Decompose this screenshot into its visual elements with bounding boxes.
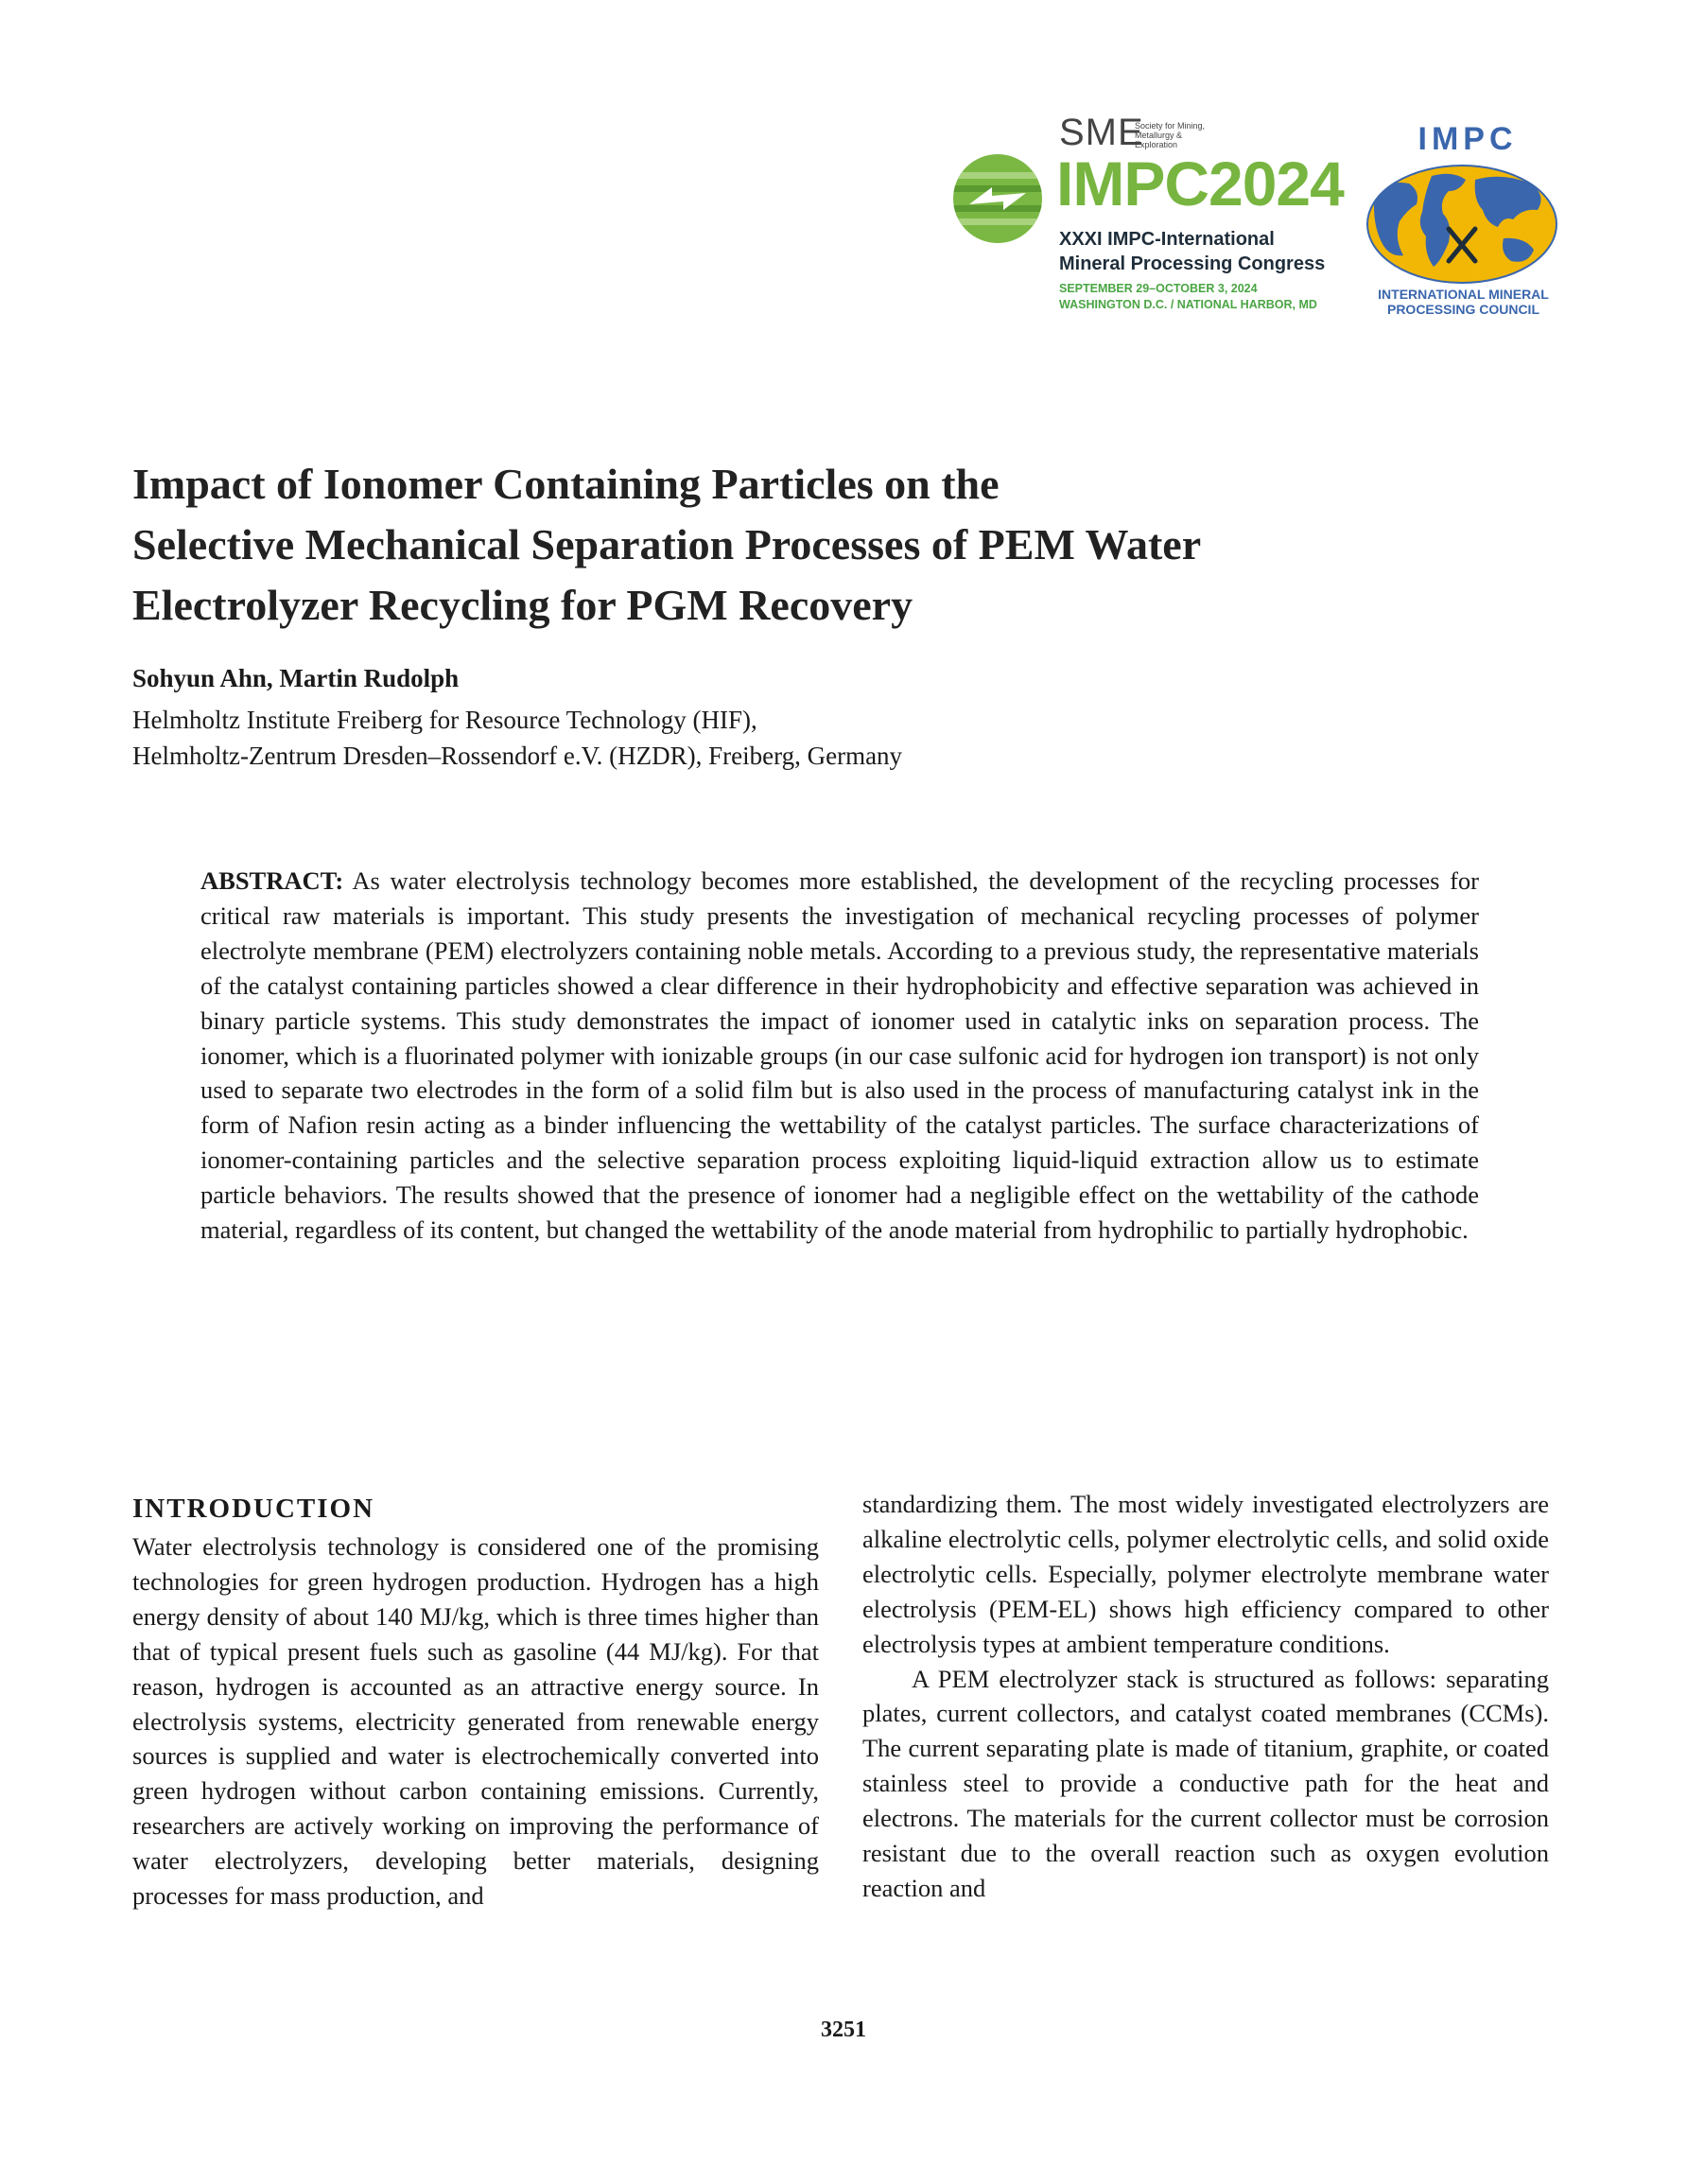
sme-logo-subtitle: Society for Mining, Metallurgy & Exploration	[1135, 121, 1206, 149]
abstract-label: ABSTRACT:	[200, 866, 344, 895]
intro-paragraph-1-part-2: standardizing them. The most widely investigated electrolyzers are alkaline electrolytic cells, polymer electrolytic cells, and solid oxide electrolytic cells. Especially, polymer electrolyte membrane water electrolysis (PEM-EL) shows high efficiency compared to other electrolysis types at ambient temperature conditions.	[862, 1490, 1549, 1658]
abstract-text: As water electrolysis technology becomes more established, the development of the recycling processes for critical raw materials is important. This study presents the investigation of mechanical recycling processes of polymer electrolyte membrane (PEM) electrolyzers containing noble metals. According to a previous study, the representative materials of the catalyst containing particles showed a clear difference in their hydrophobicity and effective separation was achieved in binary particle systems. This study demonstrates the impact of ionomer used in catalytic inks on separation process. The ionomer, which is a fluorinated polymer with ionizable groups (in our case sulfonic acid for hydrogen ion transport) is not only used to separate two electrodes in the form of a solid film but is also used in the process of manufacturing catalyst ink in the form of Nafion resin acting as a binder influencing the wettability of the catalyst particles. The surface characterizations of ionomer-containing particles and the selective separation process exploiting liquid-liquid extraction allow us to estimate particle behaviors. The results showed that the presence of ionomer had a negligible effect on the wettability of the cathode material, regardless of its content, but changed the wettability of the anode material from hydrophilic to partially hydrophobic.	[200, 866, 1479, 1245]
section-heading-introduction: INTRODUCTION	[132, 1494, 375, 1524]
congress-location: WASHINGTON D.C. / NATIONAL HARBOR, MD	[1059, 298, 1317, 311]
intro-paragraph-2: A PEM electrolyzer stack is structured as follows: separating plates, current collectors, and catalyst coated membranes (CCMs). The current separating plate is made of titanium, graphite, or coated stainless steel to provide a conductive path for the heat and electrons. The materials for the current collector must be corrosion resistant due to the overall reaction such as oxygen evolution reaction and	[862, 1664, 1549, 1902]
congress-dates: SEPTEMBER 29–OCTOBER 3, 2024	[1059, 282, 1258, 295]
paper-authors: Sohyun Ahn, Martin Rudolph	[132, 664, 460, 692]
affiliation-line: Helmholtz Institute Freiberg for Resource Technology (HIF),	[132, 706, 757, 734]
congress-name	[1059, 227, 1343, 276]
globe-icon	[1362, 163, 1562, 286]
paper-title	[132, 454, 1362, 636]
paper-title-line: Electrolyzer Recycling for PGM Recovery	[132, 581, 913, 629]
paper-title-line: Selective Mechanical Separation Processes of PEM Water	[132, 520, 1202, 568]
abstract	[200, 864, 1479, 1248]
left-column	[132, 1529, 819, 1913]
page-number: 3251	[821, 2018, 866, 2042]
affiliation-line: Helmholtz-Zentrum Dresden–Rossendorf e.V. (HZDR), Freiberg, Germany	[132, 742, 903, 770]
impc-emblem-icon	[950, 151, 1045, 246]
council-logo-acronym: IMPC	[1417, 121, 1518, 157]
right-column	[862, 1487, 1549, 1906]
council-name-line2: PROCESSING COUNCIL	[1386, 302, 1539, 317]
intro-paragraph-1-part-1: Water electrolysis technology is considered one of the promising technologies for green hydrogen production. Hydrogen has a high energy density of about 140 MJ/kg, which is three times higher than that of typical present fuels such as gasoline (44 MJ/kg). For that reason, hydrogen is accounted as an attractive energy source. In electrolysis systems, electricity generated from renewable energy sources is supplied and water is electrochemically converted into green hydrogen without carbon containing emissions. Currently, researchers are actively working on improving the performance of water electrolyzers, developing better materials, designing processes for mass production, and	[132, 1532, 819, 1911]
congress-name-line2: Mineral Processing Congress	[1059, 253, 1326, 274]
sme-logo-text: SME	[1059, 112, 1144, 153]
paper-title-line: Impact of Ionomer Containing Particles on the	[132, 460, 1000, 508]
paper-affiliation	[132, 702, 902, 774]
congress-date-location	[1059, 281, 1362, 313]
impc2024-logo-text: IMPC2024	[1056, 149, 1344, 218]
congress-name-line1: XXXI IMPC-International	[1059, 229, 1275, 250]
council-name	[1362, 287, 1565, 317]
council-name-line1: INTERNATIONAL MINERAL	[1378, 287, 1549, 302]
